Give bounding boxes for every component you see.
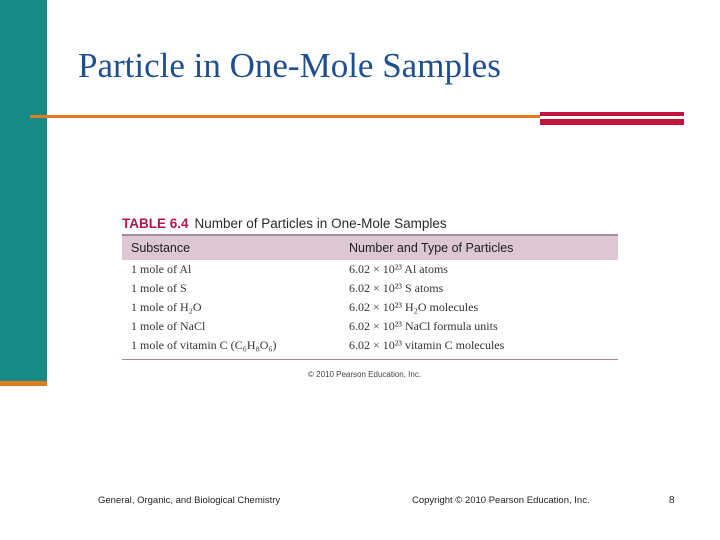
title-rule-red: [540, 110, 684, 127]
table-header-row: [122, 236, 618, 260]
footer-course: General, Organic, and Biological Chemistry: [98, 495, 281, 506]
cell-particles: 6.02 × 10²³ NaCl formula units: [349, 319, 498, 333]
table-caption-text: Number of Particles in One-Mole Samples: [194, 216, 447, 231]
sidebar-accent: [0, 0, 47, 381]
slide-title: Particle in One-Mole Samples: [78, 46, 501, 85]
particles-table: [122, 236, 618, 355]
table-row: [122, 279, 618, 298]
cell-particles: 6.02 × 10²³ H₂O molecules: [349, 300, 479, 314]
cell-substance: 1 mole of vitamin C (C₆H₈O₆): [131, 338, 277, 352]
table-row: [122, 317, 618, 336]
table-row: [122, 336, 618, 355]
cell-substance: 1 mole of NaCl: [131, 319, 206, 333]
header-substance: Substance: [122, 236, 349, 260]
cell-substance: 1 mole of Al: [131, 262, 192, 276]
cell-particles: 6.02 × 10²³ Al atoms: [349, 262, 448, 276]
table-number: TABLE 6.4: [122, 216, 189, 231]
cell-particles: 6.02 × 10²³ S atoms: [349, 281, 444, 295]
table-figure: [122, 216, 618, 379]
table-caption: [122, 216, 618, 234]
table-bottom-rule: [122, 359, 618, 360]
page-number: 8: [669, 495, 675, 506]
cell-particles: 6.02 × 10²³ vitamin C molecules: [349, 338, 505, 352]
table-credit: © 2010 Pearson Education, Inc.: [308, 370, 422, 379]
cell-substance: 1 mole of H₂O: [131, 300, 202, 314]
footer-copyright: Copyright © 2010 Pearson Education, Inc.: [412, 495, 590, 506]
table-row: [122, 260, 618, 279]
table-row: [122, 298, 618, 317]
cell-substance: 1 mole of S: [131, 281, 187, 295]
header-particles: Number and Type of Particles: [349, 236, 618, 260]
title-rule-orange: [30, 115, 540, 118]
sidebar-accent-base: [0, 381, 47, 386]
